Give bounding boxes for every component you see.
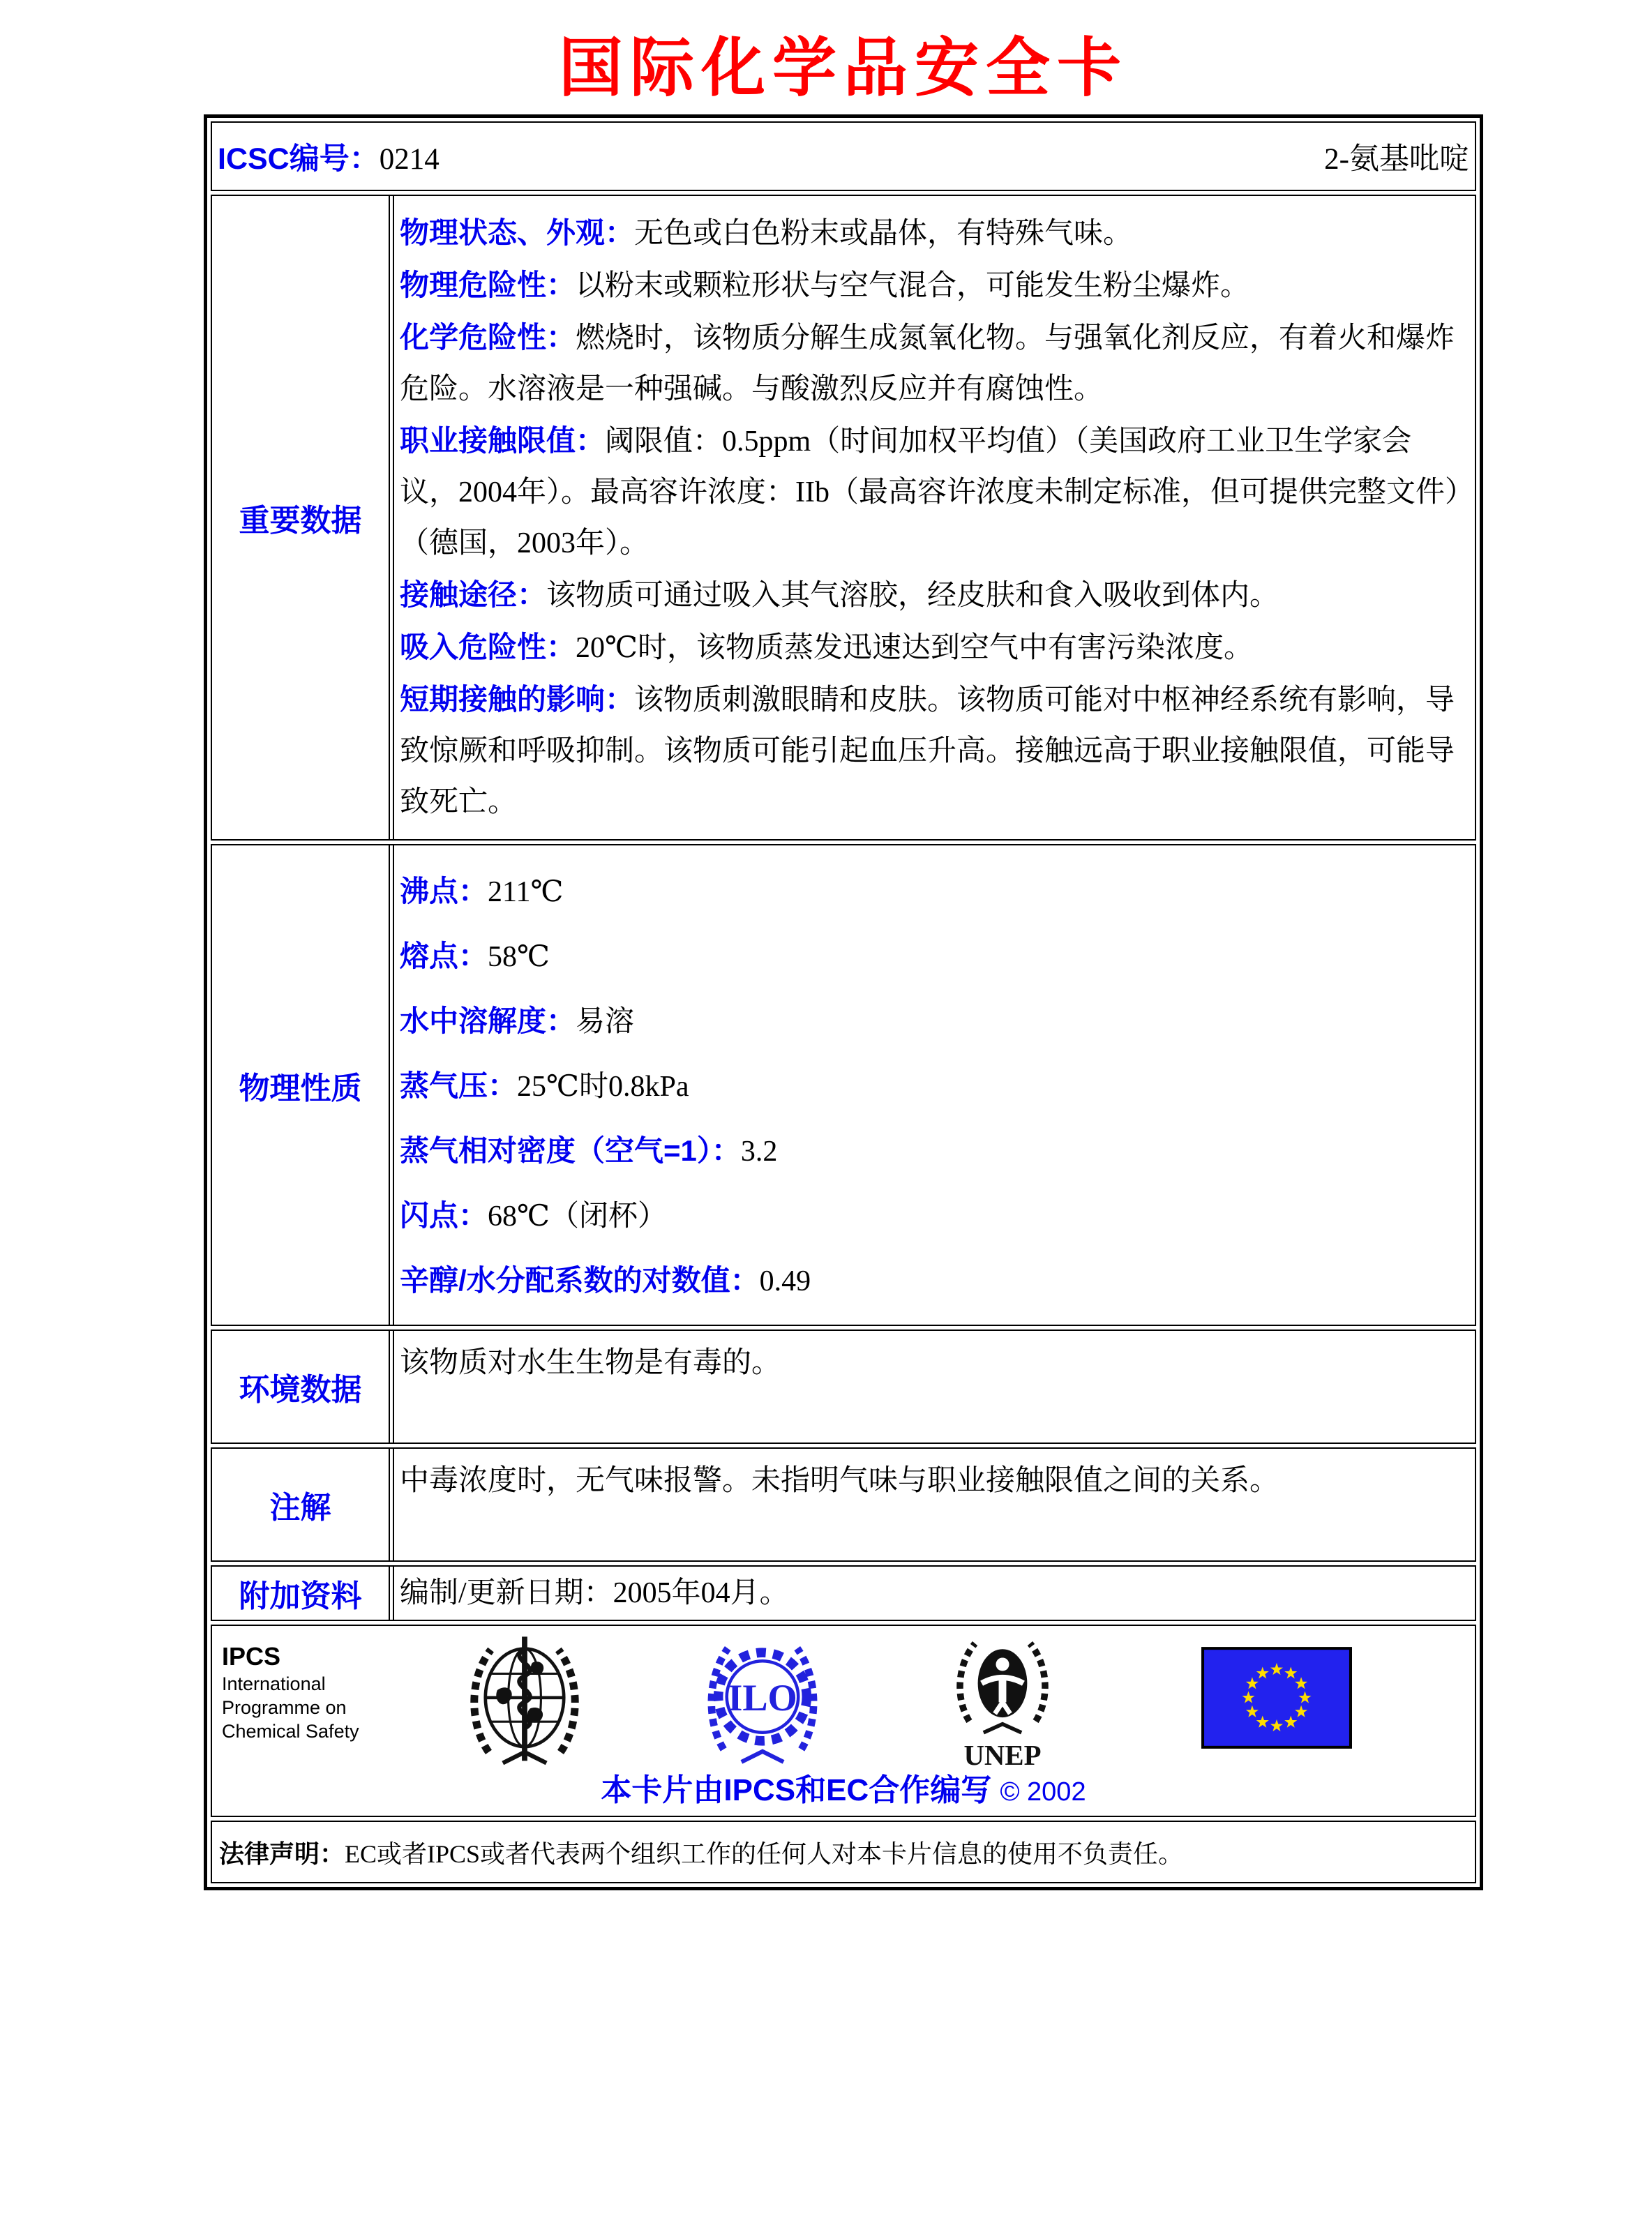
ilo-logo-icon <box>705 1632 820 1772</box>
property-item: 辛醇/水分配系数的对数值：0.49 <box>400 1264 811 1297</box>
ipcs-subtitle-line2: Programme on <box>222 1697 347 1718</box>
page-title: 国际化学品安全卡 <box>558 33 1128 104</box>
data-item: 接触途径：该物质可通过吸入其气溶胶，经皮肤和食入吸收到体内。 <box>400 578 1279 612</box>
ipcs-text-block <box>222 1641 359 1743</box>
important-data-label: 重要数据 <box>212 196 390 839</box>
property-item: 蒸气相对密度（空气=1）：3.2 <box>400 1134 778 1168</box>
notes-row <box>211 1447 1476 1562</box>
disclaimer-label: 法律声明： <box>219 1839 345 1868</box>
important-data-row <box>211 195 1476 841</box>
card-caption: 本卡片由IPCS和EC合作编写 © 2002 <box>601 1773 1086 1807</box>
important-data-content <box>393 196 1475 839</box>
svg-text:UNEP: UNEP <box>963 1740 1042 1772</box>
data-item: 化学危险性：燃烧时，该物质分解生成氮氧化物。与强氧化剂反应，有着火和爆炸危险。水溶液是一种强碱。与酸激烈反应并有腐蚀性。 <box>400 321 1455 405</box>
icsc-number-value: 0214 <box>379 142 440 176</box>
property-item: 沸点：211℃ <box>400 875 564 908</box>
data-item: 吸入危险性：20℃时，该物质蒸发迅速达到空气中有害污染浓度。 <box>400 631 1254 664</box>
chemical-name: 2-氨基吡啶 <box>1324 142 1469 176</box>
logo-strip <box>212 1630 1475 1770</box>
ipcs-acronym: IPCS <box>222 1642 281 1671</box>
additional-info-row <box>211 1565 1476 1621</box>
copyright-text: © 2002 <box>1000 1777 1086 1807</box>
data-item: 短期接触的影响：该物质刺激眼睛和皮肤。该物质可能对中枢神经系统有影响，导致惊厥和呼吸抑制。该物质可能引起血压升高。接触远高于职业接触限值，可能导致死亡。 <box>400 683 1455 818</box>
property-item: 水中溶解度：易溶 <box>400 1004 635 1038</box>
physical-properties-content <box>393 845 1475 1325</box>
icsc-card-page <box>0 17 1652 2237</box>
environmental-data-label: 环境数据 <box>212 1331 390 1443</box>
notes-label: 注解 <box>212 1449 390 1560</box>
organizations-row <box>211 1625 1476 1817</box>
header-row <box>211 121 1476 191</box>
physical-properties-row <box>211 844 1476 1326</box>
icsc-card <box>204 114 1483 1890</box>
unep-logo-icon <box>950 1630 1055 1776</box>
ipcs-subtitle-line3: Chemical Safety <box>222 1721 359 1742</box>
icsc-number-group <box>218 135 440 178</box>
property-item: 熔点：58℃ <box>400 940 550 973</box>
eu-flag-icon <box>1201 1647 1352 1752</box>
who-logo-icon <box>465 1630 585 1775</box>
property-item: 闪点：68℃（闭杯） <box>400 1199 667 1233</box>
icsc-number-label: ICSC编号： <box>218 142 380 176</box>
legal-disclaimer: 法律声明：EC或者IPCS或者代表两个组织工作的任何人对本卡片信息的使用不负责任。 <box>219 1839 1184 1868</box>
svg-text:ILO: ILO <box>728 1677 797 1719</box>
ipcs-subtitle-line1: International <box>222 1673 326 1694</box>
additional-info-content: 编制/更新日期：2005年04月。 <box>393 1567 1475 1620</box>
property-item: 蒸气压：25℃时0.8kPa <box>400 1069 689 1103</box>
environmental-data-content: 该物质对水生生物是有毒的。 <box>393 1331 1475 1443</box>
legal-disclaimer-row <box>211 1821 1476 1883</box>
additional-info-label: 附加资料 <box>212 1567 390 1620</box>
data-item: 物理状态、外观：无色或白色粉末或晶体，有特殊气味。 <box>400 216 1133 250</box>
environmental-data-row <box>211 1330 1476 1444</box>
data-item: 物理危险性：以粉末或颗粒形状与空气混合，可能发生粉尘爆炸。 <box>400 269 1250 302</box>
physical-properties-label: 物理性质 <box>212 845 390 1325</box>
notes-content: 中毒浓度时，无气味报警。未指明气味与职业接触限值之间的关系。 <box>393 1449 1475 1560</box>
data-item: 职业接触限值：阈限值：0.5ppm（时间加权平均值）（美国政府工业卫生学家会议，2004年）。最高容许浓度：IIb（最高容许浓度未制定标准，但可提供完整文件）（德国，2003年）。 <box>400 424 1459 559</box>
